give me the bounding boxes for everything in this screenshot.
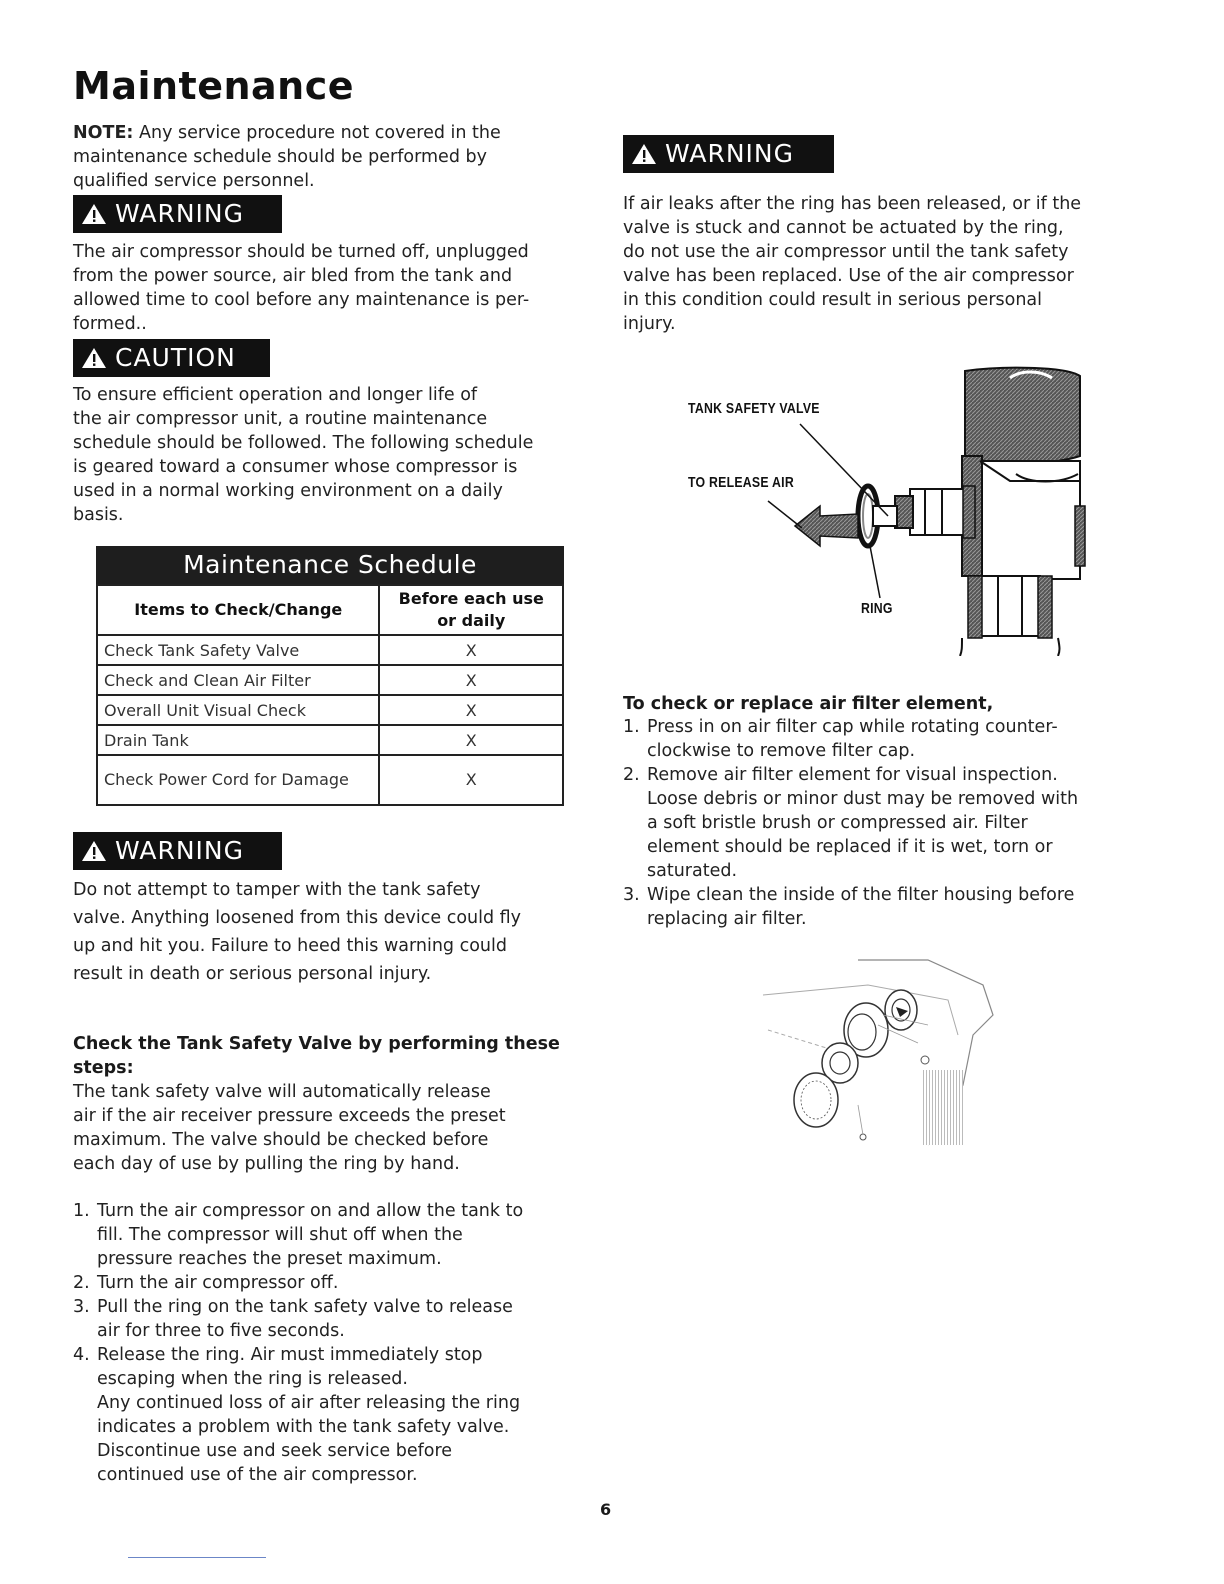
list-item bbox=[623, 883, 1163, 931]
caution-line: schedule should be followed. The following schedule bbox=[73, 433, 534, 453]
step-line: saturated. bbox=[647, 861, 738, 881]
safety-valve-diagram bbox=[680, 366, 1090, 656]
warning-badge bbox=[623, 135, 834, 173]
step-number: 1. bbox=[73, 1201, 90, 1221]
step-line: replacing air filter. bbox=[647, 909, 807, 929]
step-line: Pull the ring on the tank safety valve to release bbox=[97, 1297, 513, 1317]
table-cell-mark: X bbox=[379, 725, 563, 755]
step-line: air for three to five seconds. bbox=[97, 1321, 345, 1341]
warning3-line: do not use the air compressor until the tank safety bbox=[623, 242, 1069, 262]
warning3-line: in this condition could result in serious personal bbox=[623, 290, 1043, 310]
column-header-items: Items to Check/Change bbox=[97, 585, 379, 635]
step-line: Loose debris or minor dust may be removed with bbox=[647, 789, 1079, 809]
warning1-line: The air compressor should be turned off, unplugged bbox=[73, 242, 529, 262]
step-line: clockwise to remove filter cap. bbox=[647, 741, 916, 761]
check-intro-line: air if the air receiver pressure exceeds the preset bbox=[73, 1106, 506, 1126]
footer-divider bbox=[128, 1557, 266, 1558]
air-filter-illustration bbox=[758, 955, 998, 1155]
table-row bbox=[97, 665, 563, 695]
caution-label: CAUTION bbox=[115, 343, 236, 372]
table-cell-item: Check and Clean Air Filter bbox=[97, 665, 379, 695]
step-line: a soft bristle brush or compressed air. Filter bbox=[647, 813, 1028, 833]
check-heading-line: steps: bbox=[73, 1058, 134, 1078]
check-intro-line: each day of use by pulling the ring by hand. bbox=[73, 1154, 460, 1174]
step-line: fill. The compressor will shut off when the bbox=[97, 1225, 463, 1245]
warning1-text bbox=[73, 240, 603, 336]
label-ring: RING bbox=[861, 600, 893, 617]
table-row bbox=[97, 755, 563, 805]
note-line: qualified service personnel. bbox=[73, 171, 315, 191]
step-number: 3. bbox=[623, 885, 640, 905]
caution-line: is geared toward a consumer whose compressor is bbox=[73, 457, 518, 477]
warning2-line: up and hit you. Failure to heed this warning could bbox=[73, 936, 507, 956]
caution-line: To ensure efficient operation and longer life of bbox=[73, 385, 478, 405]
warning-badge bbox=[73, 832, 282, 870]
step-number: 2. bbox=[73, 1273, 90, 1293]
warning3-line: valve has been replaced. Use of the air compressor bbox=[623, 266, 1074, 286]
warning2-line: Do not attempt to tamper with the tank safety bbox=[73, 880, 481, 900]
label-to-release-air: TO RELEASE AIR bbox=[688, 474, 794, 491]
column-header-frequency: Before each use or daily bbox=[379, 585, 563, 635]
step-number: 4. bbox=[73, 1345, 90, 1365]
table-row bbox=[97, 635, 563, 665]
warning-triangle-icon bbox=[631, 143, 657, 165]
caution-line: the air compressor unit, a routine maintenance bbox=[73, 409, 488, 429]
step-line: element should be replaced if it is wet, torn or bbox=[647, 837, 1053, 857]
warning2-line: result in death or serious personal injury. bbox=[73, 964, 432, 984]
list-item bbox=[623, 715, 1163, 763]
table-cell-mark: X bbox=[379, 755, 563, 805]
warning1-line: from the power source, air bled from the tank and bbox=[73, 266, 513, 286]
step-line: continued use of the air compressor. bbox=[97, 1465, 418, 1485]
caution-line: used in a normal working environment on a daily bbox=[73, 481, 503, 501]
table-cell-item: Check Power Cord for Damage bbox=[97, 755, 379, 805]
warning-label: WARNING bbox=[115, 199, 244, 228]
caution-line: basis. bbox=[73, 505, 124, 525]
step-line: pressure reaches the preset maximum. bbox=[97, 1249, 442, 1269]
warning-triangle-icon bbox=[81, 203, 107, 225]
warning1-line: allowed time to cool before any maintenance is per- bbox=[73, 290, 530, 310]
list-item bbox=[73, 1343, 603, 1487]
table-cell-mark: X bbox=[379, 695, 563, 725]
step-line: indicates a problem with the tank safety valve. bbox=[97, 1417, 510, 1437]
table-cell-item: Drain Tank bbox=[97, 725, 379, 755]
warning3-line: injury. bbox=[623, 314, 676, 334]
check-intro-line: maximum. The valve should be checked before bbox=[73, 1130, 489, 1150]
warning3-line: If air leaks after the ring has been released, or if the bbox=[623, 194, 1082, 214]
step-line: escaping when the ring is released. bbox=[97, 1369, 408, 1389]
table-cell-item: Overall Unit Visual Check bbox=[97, 695, 379, 725]
warning-label: WARNING bbox=[665, 139, 794, 168]
schedule-table bbox=[96, 584, 564, 806]
step-line: Turn the air compressor off. bbox=[97, 1273, 339, 1293]
note-line: maintenance schedule should be performed by bbox=[73, 147, 487, 167]
step-line: Remove air filter element for visual inspection. bbox=[647, 765, 1058, 785]
filter-steps bbox=[623, 715, 1163, 931]
warning-triangle-icon bbox=[81, 840, 107, 862]
list-item bbox=[73, 1271, 603, 1295]
label-tank-safety-valve: TANK SAFETY VALVE bbox=[688, 400, 820, 417]
step-number: 3. bbox=[73, 1297, 90, 1317]
warning-label: WARNING bbox=[115, 836, 244, 865]
step-line: Wipe clean the inside of the filter housing before bbox=[647, 885, 1075, 905]
check-heading-line: Check the Tank Safety Valve by performing these bbox=[73, 1034, 560, 1054]
check-intro-line: The tank safety valve will automatically release bbox=[73, 1082, 491, 1102]
table-row bbox=[97, 725, 563, 755]
step-line: Any continued loss of air after releasing the ring bbox=[97, 1393, 521, 1413]
filter-heading: To check or replace air filter element, bbox=[623, 694, 994, 714]
step-line: Press in on air filter cap while rotating counter- bbox=[647, 717, 1058, 737]
maintenance-schedule bbox=[96, 546, 564, 806]
warning3-text bbox=[623, 192, 1163, 336]
step-number: 2. bbox=[623, 765, 640, 785]
warning2-line: valve. Anything loosened from this device could fly bbox=[73, 908, 522, 928]
note-label: NOTE: bbox=[73, 123, 134, 143]
air-filter-diagram bbox=[758, 955, 998, 1155]
caution-triangle-icon bbox=[81, 347, 107, 369]
table-row bbox=[97, 695, 563, 725]
check-valve-intro bbox=[73, 1080, 603, 1176]
step-line: Discontinue use and seek service before bbox=[97, 1441, 453, 1461]
check-valve-heading bbox=[73, 1032, 603, 1080]
caution-badge bbox=[73, 339, 270, 377]
check-valve-steps bbox=[73, 1199, 603, 1487]
warning3-line: valve is stuck and cannot be actuated by the ring, bbox=[623, 218, 1064, 238]
table-cell-item: Check Tank Safety Valve bbox=[97, 635, 379, 665]
note-paragraph bbox=[73, 121, 593, 193]
warning2-text bbox=[73, 876, 603, 988]
list-item bbox=[73, 1295, 603, 1343]
step-line: Release the ring. Air must immediately stop bbox=[97, 1345, 483, 1365]
warning1-line: formed.. bbox=[73, 314, 147, 334]
table-cell-mark: X bbox=[379, 635, 563, 665]
step-number: 1. bbox=[623, 717, 640, 737]
table-cell-mark: X bbox=[379, 665, 563, 695]
list-item bbox=[73, 1199, 603, 1271]
step-line: Turn the air compressor on and allow the tank to bbox=[97, 1201, 524, 1221]
warning-badge bbox=[73, 195, 282, 233]
schedule-title: Maintenance Schedule bbox=[96, 546, 564, 584]
list-item bbox=[623, 763, 1163, 883]
page-title: Maintenance bbox=[73, 64, 355, 108]
caution-text bbox=[73, 383, 603, 527]
note-line: Any service procedure not covered in the bbox=[139, 123, 501, 143]
page-number: 6 bbox=[600, 1500, 612, 1519]
